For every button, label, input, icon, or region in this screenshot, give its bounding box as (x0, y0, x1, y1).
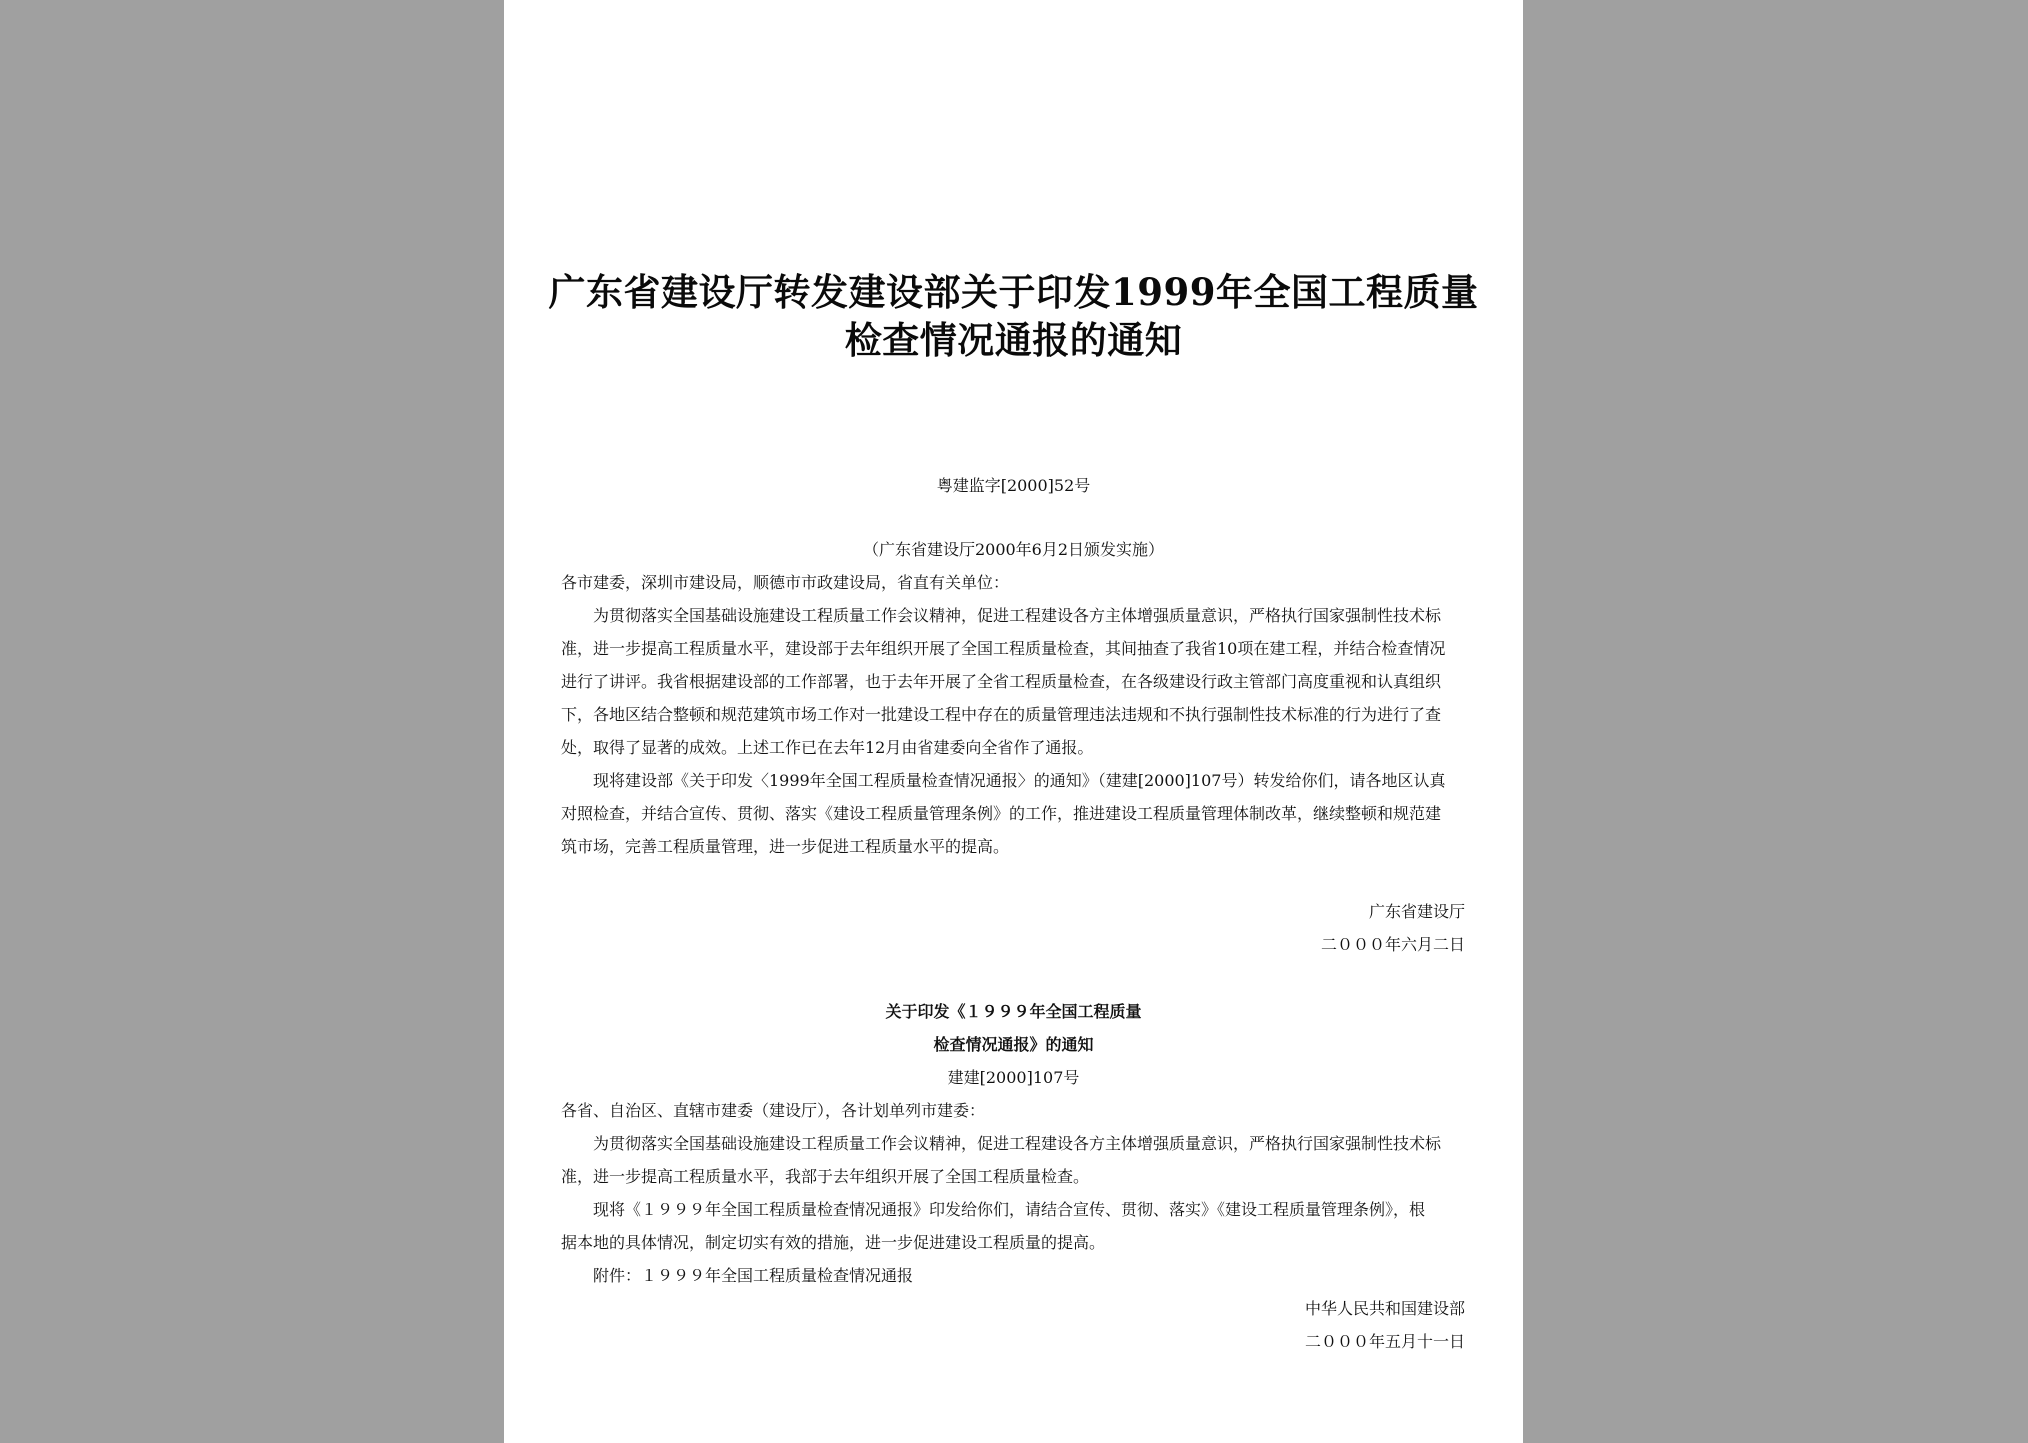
signature-org-2: 中华人民共和国建设部 (1304, 1299, 1465, 1318)
signature-date: 二０００年六月二日 (1320, 935, 1465, 954)
sub-para2-line: 据本地的具体情况，制定切实有效的措施，进一步促进建设工程质量的提高。 (561, 1233, 1106, 1252)
sub-title-line-2: 检查情况通报》的通知 (933, 1035, 1094, 1054)
sub-para1-line: 为贯彻落实全国基础设施建设工程质量工作会议精神，促进工程建设各方主体增强质量意识，严格执行国家强制性技术标 (593, 1134, 1442, 1153)
sub-title-line-1: 关于印发《１９９９年全国工程质量 (885, 1002, 1142, 1021)
para1-line: 为贯彻落实全国基础设施建设工程质量工作会议精神，促进工程建设各方主体增强质量意识，严格执行国家强制性技术标 (593, 606, 1442, 625)
addressee: 各市建委，深圳市建设局，顺德市市政建设局，省直有关单位： (561, 573, 1010, 592)
signature-date-2: 二０００年五月十一日 (1304, 1332, 1465, 1351)
para1-line: 处，取得了显著的成效。上述工作已在去年12月由省建委向全省作了通报。 (561, 738, 1094, 757)
document-title-line-2: 检查情况通报的通知 (844, 318, 1183, 362)
document-title-line-1: 广东省建设厅转发建设部关于印发1999年全国工程质量 (548, 270, 1479, 314)
issued-note: （广东省建设厅2000年6月2日颁发实施） (862, 540, 1165, 559)
sub-para1-line: 准，进一步提高工程质量水平，我部于去年组织开展了全国工程质量检查。 (561, 1167, 1090, 1186)
document-number: 粤建监字[2000]52号 (936, 476, 1091, 495)
attachment-line: 附件：１９９９年全国工程质量检查情况通报 (593, 1266, 914, 1285)
para1-line: 进行了讲评。我省根据建设部的工作部署，也于去年开展了全省工程质量检查，在各级建设行政主管部门高度重视和认真组织 (561, 672, 1442, 691)
document-page (504, 0, 1523, 1443)
sub-para2-line: 现将《１９９９年全国工程质量检查情况通报》印发给你们，请结合宣传、贯彻、落实》《建设工程质量管理条例》，根 (593, 1200, 1426, 1219)
sub-document-number: 建建[2000]107号 (947, 1068, 1080, 1087)
para1-line: 准，进一步提高工程质量水平，建设部于去年组织开展了全国工程质量检查，其间抽查了我省10项在建工程，并结合检查情况 (561, 639, 1446, 658)
signature-org: 广东省建设厅 (1368, 902, 1465, 921)
para2-line: 对照检查，并结合宣传、贯彻、落实《建设工程质量管理条例》的工作，推进建设工程质量管理体制改革，继续整顿和规范建 (561, 804, 1442, 823)
para2-line: 现将建设部《关于印发〈1999年全国工程质量检查情况通报〉的通知》（建建[2000]107号）转发给你们，请各地区认真 (593, 771, 1446, 790)
para1-line: 下，各地区结合整顿和规范建筑市场工作对一批建设工程中存在的质量管理违法违规和不执行强制性技术标准的行为进行了查 (561, 705, 1442, 724)
para2-line: 筑市场，完善工程质量管理，进一步促进工程质量水平的提高。 (561, 837, 1010, 856)
sub-addressee: 各省、自治区、直辖市建委（建设厅），各计划单列市建委： (561, 1101, 986, 1120)
